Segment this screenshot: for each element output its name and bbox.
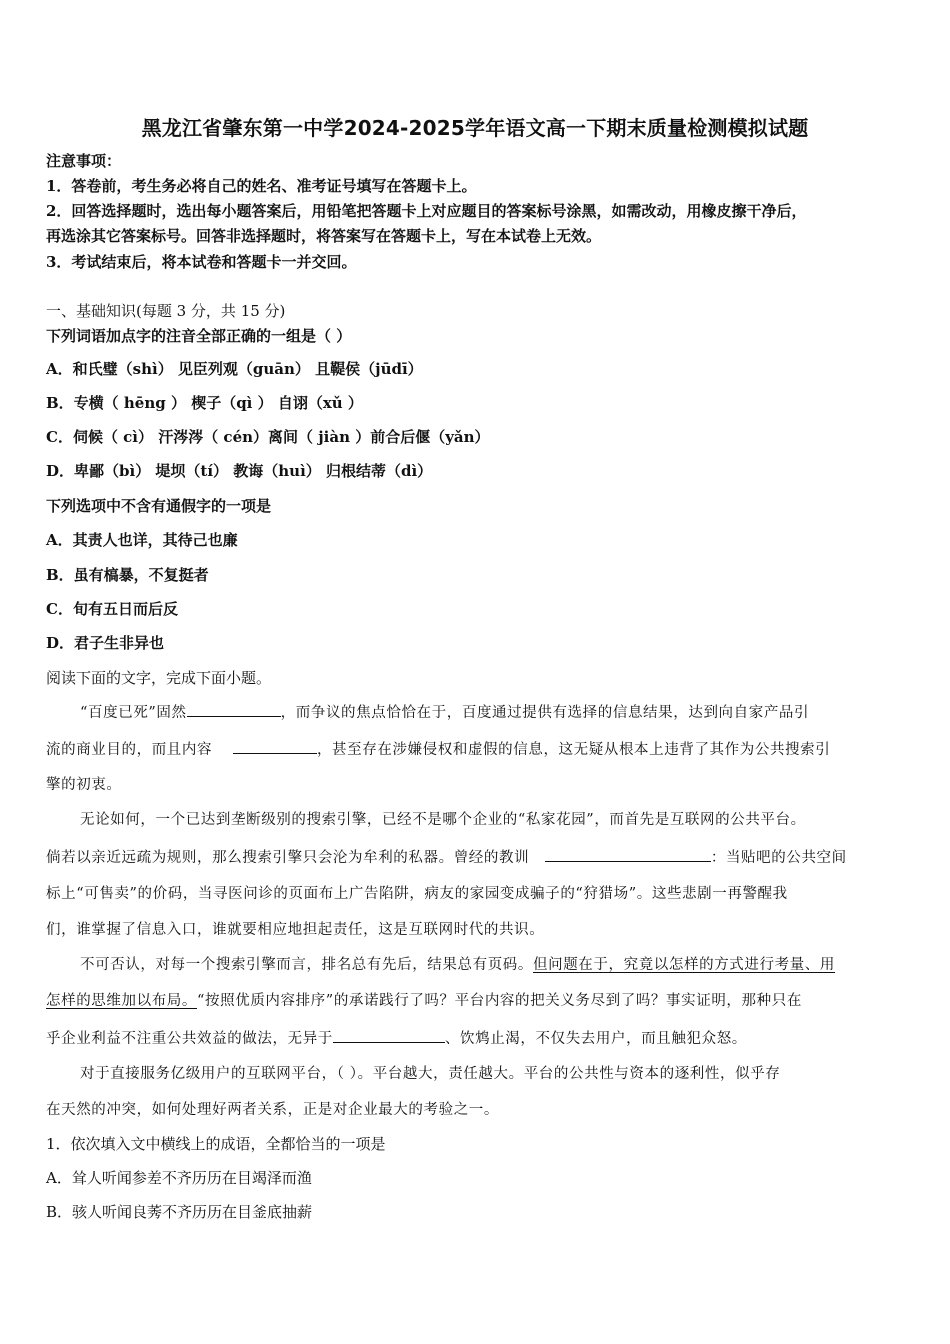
underlined-sentence: 但问题在于，究竟以怎样的方式进行考量、用	[533, 957, 835, 973]
paragraph-line: 标上“可售卖”的价码，当寻医问诊的页面布上广告陷阱，病友的家园变成骗子的“狩猎场”。这些悲剧一再警醒我	[46, 886, 788, 902]
option-d: D．君子生非异也	[46, 634, 165, 652]
reading-intro: 阅读下面的文字，完成下面小题。	[46, 669, 272, 687]
text-segment: 倘若以亲近远疏为规则，那么搜索引擎只会沦为牟利的私器。曾经的教训	[46, 850, 530, 866]
fill-blank	[333, 1028, 445, 1043]
text-segment: 、饮鸩止渴，不仅失去用户，而且触犯众怒。	[444, 1031, 747, 1047]
option-a: A．其责人也详，其待己也廉	[46, 531, 238, 549]
option-c: C．伺候（ cì） 汗涔涔（ cén）离间（ jiàn ）前合后偃（yǎn）	[46, 428, 490, 446]
notice-item-1: 1．答卷前，考生务必将自己的姓名、准考证号填写在答题卡上。	[46, 177, 477, 195]
option-b: B．虽有槁暴，不复挺者	[46, 566, 209, 584]
text-segment: ，甚至存在涉嫌侵权和虚假的信息，这无疑从根本上违背了其作为公共搜索引	[316, 742, 831, 758]
option-a: A．耸人听闻参差不齐历历在目竭泽而渔	[46, 1169, 312, 1187]
paragraph-line: 无论如何，一个已达到垄断级别的搜索引擎，已经不是哪个企业的“私家花园”，而首先是互联网的公共平台。	[80, 812, 806, 828]
notice-item-2: 2．回答选择题时，选出每小题答案后，用铅笔把答题卡上对应题目的答案标号涂黑，如需改动，用橡皮擦干净后，	[46, 202, 807, 220]
page-title: 黑龙江省肇东第一中学2024-2025学年语文高一下期末质量检测模拟试题	[141, 116, 809, 140]
question-stem: 下列词语加点字的注音全部正确的一组是（ ）	[46, 327, 352, 345]
option-b: B．专横（ hēng ） 楔子（qì ） 自诩（xǔ ）	[46, 394, 363, 412]
notice-item-3: 3．考试结束后，将本试卷和答题卡一并交回。	[46, 253, 357, 271]
text-segment: ，而争议的焦点恰恰在于，百度通过提供有选择的信息结果，达到向自家产品引	[280, 705, 810, 721]
paragraph-line	[46, 847, 847, 868]
underlined-sentence: 怎样的思维加以布局。	[46, 993, 197, 1009]
paragraph-line	[80, 702, 809, 723]
paragraph-line	[46, 991, 802, 1011]
paragraph-line	[80, 955, 835, 975]
question-stem: 下列选项中不含有通假字的一项是	[46, 497, 272, 515]
paragraph-line: 在天然的冲突，如何处理好两者关系，正是对企业最大的考验之一。	[46, 1102, 499, 1118]
option-c: C．旬有五日而后反	[46, 600, 178, 618]
text-segment: “百度已死”固然	[80, 705, 187, 721]
option-b: B．骇人听闻良莠不齐历历在目釜底抽薪	[46, 1203, 313, 1221]
paragraph-line	[46, 739, 830, 760]
text-segment: 流的商业目的，而且内容	[46, 742, 213, 758]
notice-heading: 注意事项：	[46, 152, 122, 170]
paragraph-line: 擎的初衷。	[46, 777, 122, 793]
text-segment: ：当贴吧的公共空间	[710, 850, 847, 866]
paragraph-line: 对于直接服务亿级用户的互联网平台，（ ）。平台越大，责任越大。平台的公共性与资本的逐利性，似乎存	[80, 1066, 781, 1082]
option-a: A．和氏璧（shì） 见臣列观（guān） 且鞮侯（jūdī）	[46, 360, 423, 378]
sub-question-stem: 1．依次填入文中横线上的成语，全都恰当的一项是	[46, 1135, 386, 1153]
paragraph-line: 们，谁掌握了信息入口，谁就要相应地担起责任，这是互联网时代的共识。	[46, 922, 545, 938]
option-d: D．卑鄙（bì） 堤坝（tí） 教诲（huì） 归根结蒂（dì）	[46, 462, 433, 480]
text-segment: “按照优质内容排序”的承诺践行了吗？平台内容的把关义务尽到了吗？事实证明，那种只在	[197, 993, 802, 1009]
text-segment: 乎企业利益不注重公共效益的做法，无异于	[46, 1031, 333, 1047]
fill-blank	[233, 739, 317, 754]
section-heading: 一、基础知识(每题 3 分，共 15 分)	[46, 302, 286, 320]
paragraph-line	[46, 1028, 747, 1049]
text-segment: 不可否认，对每一个搜索引擎而言，排名总有先后，结果总有页码。	[80, 957, 533, 973]
fill-blank	[545, 847, 711, 862]
fill-blank	[187, 702, 281, 717]
notice-item-2-cont: 再选涂其它答案标号。回答非选择题时，将答案写在答题卡上，写在本试卷上无效。	[46, 227, 602, 245]
